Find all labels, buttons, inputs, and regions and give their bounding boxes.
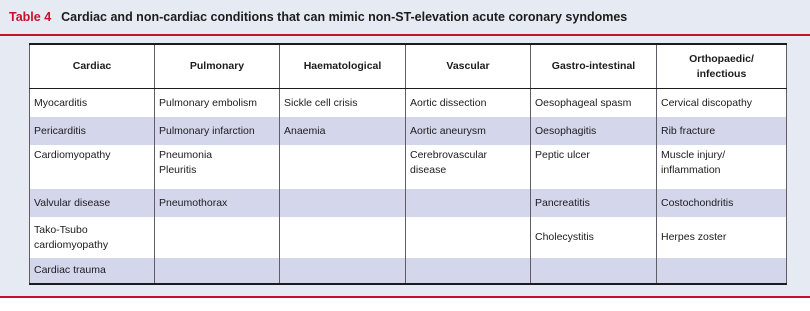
table-cell: Pericarditis xyxy=(30,117,155,145)
table-title: Cardiac and non-cardiac conditions that can mimic non-ST-elevation acute coronary syndomes xyxy=(61,10,628,24)
bottom-divider xyxy=(0,296,810,298)
table-number-label: Table 4 xyxy=(9,10,52,24)
table-cell: Aortic dissection xyxy=(406,89,531,118)
table-cell: Anaemia xyxy=(280,117,406,145)
table-cell: Oesophageal spasm xyxy=(531,89,657,118)
table-cell: Pneumothorax xyxy=(155,189,280,217)
table-cell: Peptic ulcer xyxy=(531,145,657,189)
table-cell xyxy=(406,217,531,258)
table-cell: Costochondritis xyxy=(657,189,787,217)
cell-line: Muscle injury/ xyxy=(661,149,726,161)
table-row xyxy=(30,258,787,284)
header-pulmonary: Pulmonary xyxy=(155,44,280,89)
table-caption xyxy=(9,10,627,24)
table-cell: Pancreatitis xyxy=(531,189,657,217)
table-cell xyxy=(155,145,280,189)
table-cell xyxy=(657,145,787,189)
cell-line: Pneumonia xyxy=(159,149,213,161)
header-orthopaedic-line-2: infectious xyxy=(696,67,747,80)
table-row xyxy=(30,189,787,217)
cell-line: inflammation xyxy=(661,164,721,176)
header-vascular: Vascular xyxy=(406,44,531,89)
table-cell: Cholecystitis xyxy=(531,217,657,258)
caption-divider xyxy=(0,34,810,36)
header-haematological: Haematological xyxy=(280,44,406,89)
table-cell xyxy=(280,145,406,189)
table-cell: Cervical discopathy xyxy=(657,89,787,118)
header-gastro-intestinal: Gastro-intestinal xyxy=(531,44,657,89)
table-cell xyxy=(406,189,531,217)
table-row xyxy=(30,117,787,145)
cell-line: cardiomyopathy xyxy=(34,238,109,251)
table-cell: Pulmonary embolism xyxy=(155,89,280,118)
table-cell xyxy=(280,189,406,217)
table-cell xyxy=(531,258,657,284)
table-row xyxy=(30,89,787,118)
table-cell: Pulmonary infarction xyxy=(155,117,280,145)
header-cardiac: Cardiac xyxy=(30,44,155,89)
table-cell xyxy=(280,258,406,284)
table-cell xyxy=(657,258,787,284)
table-cell: Herpes zoster xyxy=(657,217,787,258)
table-cell: Cardiac trauma xyxy=(30,258,155,284)
conditions-table xyxy=(29,43,787,285)
table-row xyxy=(30,217,787,258)
table-cell: Cerebrovascular disease xyxy=(406,145,531,189)
table-cell xyxy=(280,217,406,258)
table-row xyxy=(30,145,787,189)
table-header-row xyxy=(30,44,787,89)
table-cell: Aortic aneurysm xyxy=(406,117,531,145)
table-cell: Sickle cell crisis xyxy=(280,89,406,118)
table-cell xyxy=(30,217,155,258)
table-cell: Oesophagitis xyxy=(531,117,657,145)
table-cell: Myocarditis xyxy=(30,89,155,118)
table-cell: Rib fracture xyxy=(657,117,787,145)
header-orthopaedic-line-1: Orthopaedic/ xyxy=(689,52,754,65)
cell-line: Tako-Tsubo xyxy=(34,223,88,236)
table-cell xyxy=(155,258,280,284)
cell-line: Pleuritis xyxy=(159,164,197,176)
table-cell: Cardiomyopathy xyxy=(30,145,155,189)
table-cell xyxy=(406,258,531,284)
table-cell xyxy=(155,217,280,258)
header-orthopaedic-infectious xyxy=(657,44,787,89)
table-cell: Valvular disease xyxy=(30,189,155,217)
